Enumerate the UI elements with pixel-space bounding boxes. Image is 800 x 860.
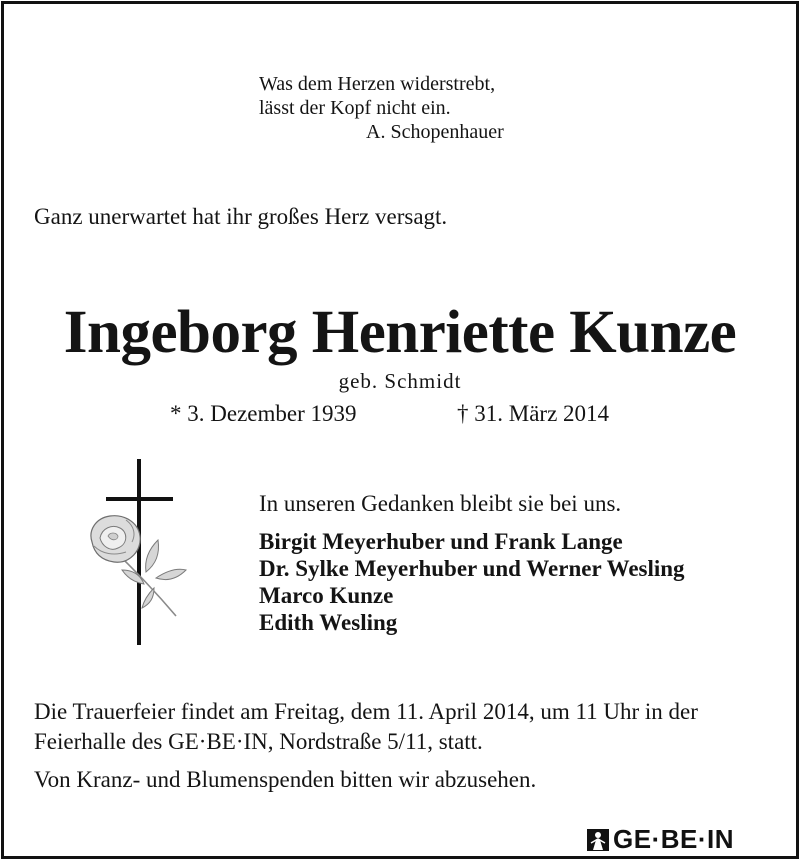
memorial-line: In unseren Gedanken bleibt sie bei uns. [259, 491, 622, 516]
epigraph-quote [259, 72, 504, 144]
birth-date: * 3. Dezember 1939 [170, 401, 357, 426]
funeral-notice [34, 697, 774, 795]
mourner-item: Birgit Meyerhuber und Frank Lange [259, 529, 623, 554]
mourner-item: Marco Kunze [259, 583, 394, 608]
gebein-logo [581, 826, 791, 853]
mourners-list [259, 528, 685, 636]
lead-sentence: Ganz unerwartet hat ihr großes Herz versagt. [34, 204, 448, 229]
logo-text: GE·BE·IN [613, 824, 734, 854]
cross-horizontal-bar [106, 497, 173, 501]
funeral-details: Die Trauerfeier findet am Freitag, dem 11. April 2014, um 11 Uhr in der Feierhalle des GE·BE·IN, Nordstraße 5/11, statt. [34, 699, 698, 754]
maiden-name: geb. Schmidt [338, 369, 462, 393]
flowers-request: Von Kranz- und Blumenspenden bitten wir abzusehen. [34, 767, 537, 792]
quote-line-2: lässt der Kopf nicht ein. [259, 97, 451, 119]
deceased-name: Ingeborg Henriette Kunze [63, 299, 737, 366]
figure-icon [587, 829, 609, 851]
mourner-item: Dr. Sylke Meyerhuber und Werner Wesling [259, 556, 685, 581]
death-date: † 31. März 2014 [457, 401, 610, 426]
quote-line-1: Was dem Herzen widerstrebt, [259, 73, 496, 95]
rose-icon [84, 512, 188, 620]
quote-author: A. Schopenhauer [366, 121, 504, 143]
mourner-item: Edith Wesling [259, 610, 398, 635]
